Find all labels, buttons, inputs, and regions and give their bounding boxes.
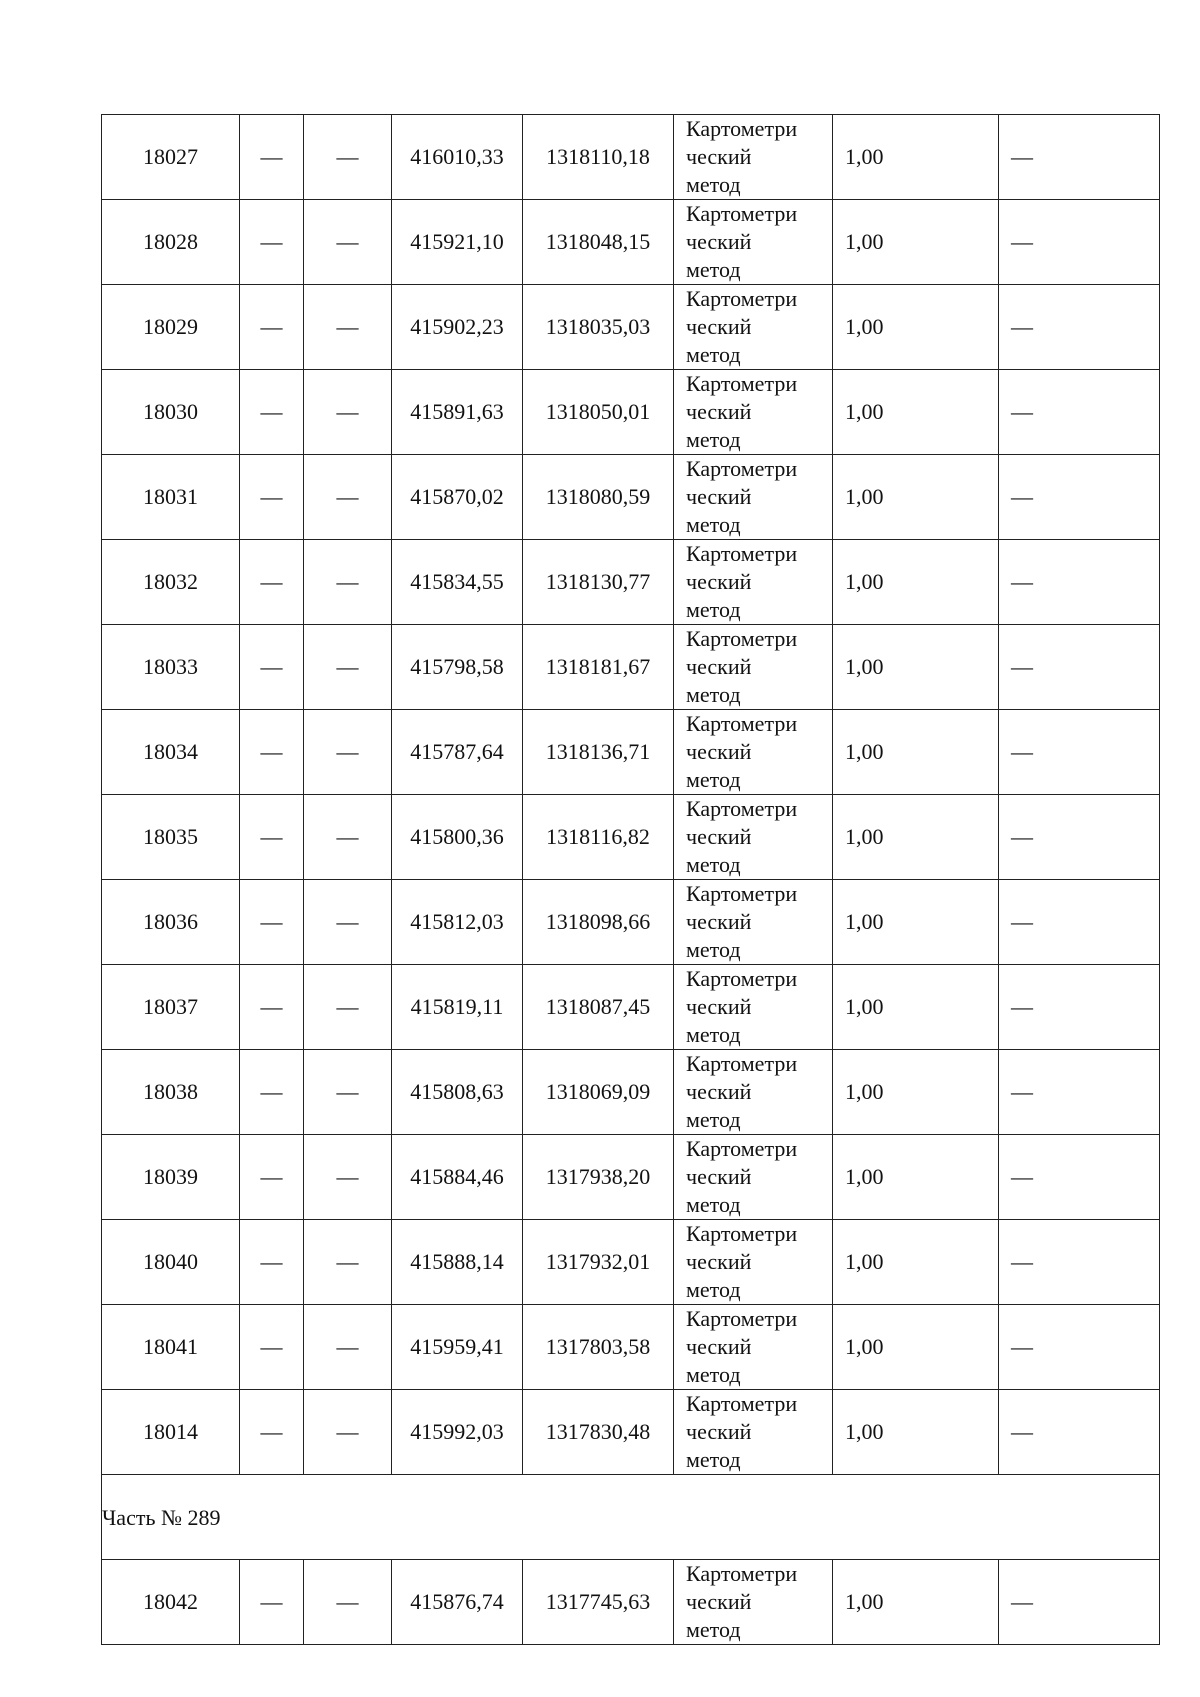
method-cell (674, 200, 833, 285)
point-number-cell: 18038 (102, 1050, 240, 1135)
method-text-line: метод (686, 257, 741, 282)
point-number-cell: 18028 (102, 200, 240, 285)
accuracy-cell: 1,00 (833, 1220, 999, 1305)
description-cell: — (999, 200, 1160, 285)
method-cell (674, 285, 833, 370)
method-text-line: ческий (686, 739, 752, 764)
table-row (102, 625, 1160, 710)
method-text-line: ческий (686, 229, 752, 254)
table-row (102, 1050, 1160, 1135)
point-number-cell: 18041 (102, 1305, 240, 1390)
point-number-cell: 18034 (102, 710, 240, 795)
accuracy-cell: 1,00 (833, 1390, 999, 1475)
method-text-line: Картометри (686, 1561, 798, 1586)
x-coordinate-cell: 415992,03 (392, 1390, 523, 1475)
method-cell (674, 1390, 833, 1475)
method-text-line: Картометри (686, 1051, 798, 1076)
dash-cell: — (240, 880, 304, 965)
method-text-line: метод (686, 597, 741, 622)
method-text-line: ческий (686, 399, 752, 424)
method-cell (674, 1220, 833, 1305)
y-coordinate-cell: 1318098,66 (523, 880, 674, 965)
x-coordinate-cell: 415870,02 (392, 455, 523, 540)
method-cell (674, 115, 833, 200)
method-cell (674, 710, 833, 795)
method-text-line: метод (686, 852, 741, 877)
method-text-line: Картометри (686, 1306, 798, 1331)
x-coordinate-cell: 415888,14 (392, 1220, 523, 1305)
dash-cell: — (240, 710, 304, 795)
method-text-line: ческий (686, 654, 752, 679)
method-text-line: Картометри (686, 1136, 798, 1161)
method-text-line: ческий (686, 909, 752, 934)
dash-cell: — (304, 115, 392, 200)
dash-cell: — (304, 200, 392, 285)
table-row (102, 540, 1160, 625)
x-coordinate-cell: 415884,46 (392, 1135, 523, 1220)
x-coordinate-cell: 415819,11 (392, 965, 523, 1050)
x-coordinate-cell: 415812,03 (392, 880, 523, 965)
point-number-cell: 18031 (102, 455, 240, 540)
table-row (102, 285, 1160, 370)
method-cell (674, 1135, 833, 1220)
method-text-line: метод (686, 1617, 741, 1642)
method-text-line: ческий (686, 824, 752, 849)
y-coordinate-cell: 1318116,82 (523, 795, 674, 880)
y-coordinate-cell: 1318130,77 (523, 540, 674, 625)
table-body-bottom (102, 1560, 1160, 1645)
accuracy-cell: 1,00 (833, 625, 999, 710)
description-cell: — (999, 625, 1160, 710)
dash-cell: — (240, 795, 304, 880)
method-text-line: Картометри (686, 541, 798, 566)
dash-cell: — (304, 710, 392, 795)
dash-cell: — (240, 625, 304, 710)
method-cell (674, 455, 833, 540)
method-text-line: метод (686, 767, 741, 792)
method-text-line: ческий (686, 1164, 752, 1189)
method-text-line: Картометри (686, 796, 798, 821)
dash-cell: — (240, 455, 304, 540)
dash-cell: — (304, 285, 392, 370)
dash-cell: — (304, 1135, 392, 1220)
method-text-line: Картометри (686, 1221, 798, 1246)
part-section (102, 1475, 1160, 1560)
coordinates-table (101, 114, 1160, 1645)
description-cell: — (999, 370, 1160, 455)
accuracy-cell: 1,00 (833, 370, 999, 455)
method-text-line: метод (686, 512, 741, 537)
method-text-line: ческий (686, 1334, 752, 1359)
point-number-cell: 18027 (102, 115, 240, 200)
method-text-line: Картометри (686, 286, 798, 311)
dash-cell: — (304, 370, 392, 455)
part-header-row (102, 1475, 1160, 1560)
dash-cell: — (304, 965, 392, 1050)
y-coordinate-cell: 1318048,15 (523, 200, 674, 285)
dash-cell: — (240, 1560, 304, 1645)
method-text-line: ческий (686, 484, 752, 509)
point-number-cell: 18036 (102, 880, 240, 965)
method-text-line: Картометри (686, 966, 798, 991)
description-cell: — (999, 1390, 1160, 1475)
part-label: Часть № 289 (102, 1475, 1160, 1560)
method-cell (674, 1050, 833, 1135)
accuracy-cell: 1,00 (833, 540, 999, 625)
y-coordinate-cell: 1318181,67 (523, 625, 674, 710)
method-text-line: метод (686, 427, 741, 452)
description-cell: — (999, 795, 1160, 880)
accuracy-cell: 1,00 (833, 1050, 999, 1135)
point-number-cell: 18042 (102, 1560, 240, 1645)
y-coordinate-cell: 1317830,48 (523, 1390, 674, 1475)
method-text-line: Картометри (686, 201, 798, 226)
y-coordinate-cell: 1317932,01 (523, 1220, 674, 1305)
method-text-line: ческий (686, 1419, 752, 1444)
dash-cell: — (304, 1220, 392, 1305)
method-text-line: Картометри (686, 881, 798, 906)
table-row (102, 1390, 1160, 1475)
x-coordinate-cell: 416010,33 (392, 115, 523, 200)
accuracy-cell: 1,00 (833, 200, 999, 285)
y-coordinate-cell: 1318069,09 (523, 1050, 674, 1135)
dash-cell: — (304, 1305, 392, 1390)
point-number-cell: 18032 (102, 540, 240, 625)
method-text-line: Картометри (686, 456, 798, 481)
y-coordinate-cell: 1318080,59 (523, 455, 674, 540)
dash-cell: — (240, 1305, 304, 1390)
x-coordinate-cell: 415876,74 (392, 1560, 523, 1645)
method-text-line: ческий (686, 569, 752, 594)
method-text-line: Картометри (686, 1391, 798, 1416)
table-row (102, 115, 1160, 200)
accuracy-cell: 1,00 (833, 710, 999, 795)
x-coordinate-cell: 415798,58 (392, 625, 523, 710)
method-cell (674, 370, 833, 455)
description-cell: — (999, 880, 1160, 965)
dash-cell: — (304, 1390, 392, 1475)
method-cell (674, 795, 833, 880)
table-row (102, 455, 1160, 540)
dash-cell: — (304, 880, 392, 965)
table-row (102, 1560, 1160, 1645)
y-coordinate-cell: 1318050,01 (523, 370, 674, 455)
point-number-cell: 18033 (102, 625, 240, 710)
method-cell (674, 1305, 833, 1390)
y-coordinate-cell: 1318110,18 (523, 115, 674, 200)
dash-cell: — (304, 625, 392, 710)
point-number-cell: 18035 (102, 795, 240, 880)
point-number-cell: 18014 (102, 1390, 240, 1475)
table-row (102, 200, 1160, 285)
description-cell: — (999, 1305, 1160, 1390)
description-cell: — (999, 285, 1160, 370)
y-coordinate-cell: 1317803,58 (523, 1305, 674, 1390)
x-coordinate-cell: 415902,23 (392, 285, 523, 370)
dash-cell: — (240, 370, 304, 455)
method-cell (674, 625, 833, 710)
description-cell: — (999, 115, 1160, 200)
x-coordinate-cell: 415787,64 (392, 710, 523, 795)
y-coordinate-cell: 1318087,45 (523, 965, 674, 1050)
dash-cell: — (240, 200, 304, 285)
dash-cell: — (240, 540, 304, 625)
dash-cell: — (240, 965, 304, 1050)
dash-cell: — (240, 1135, 304, 1220)
method-text-line: метод (686, 172, 741, 197)
accuracy-cell: 1,00 (833, 285, 999, 370)
description-cell: — (999, 1560, 1160, 1645)
x-coordinate-cell: 415921,10 (392, 200, 523, 285)
method-text-line: метод (686, 1107, 741, 1132)
dash-cell: — (304, 455, 392, 540)
method-text-line: Картометри (686, 711, 798, 736)
table-row (102, 370, 1160, 455)
y-coordinate-cell: 1317745,63 (523, 1560, 674, 1645)
table-row (102, 965, 1160, 1050)
accuracy-cell: 1,00 (833, 1560, 999, 1645)
y-coordinate-cell: 1318035,03 (523, 285, 674, 370)
method-text-line: метод (686, 1277, 741, 1302)
description-cell: — (999, 710, 1160, 795)
dash-cell: — (240, 1050, 304, 1135)
x-coordinate-cell: 415834,55 (392, 540, 523, 625)
method-cell (674, 540, 833, 625)
method-text-line: метод (686, 1022, 741, 1047)
method-text-line: ческий (686, 1589, 752, 1614)
method-text-line: ческий (686, 1079, 752, 1104)
description-cell: — (999, 965, 1160, 1050)
dash-cell: — (304, 1050, 392, 1135)
method-text-line: метод (686, 682, 741, 707)
method-text-line: ческий (686, 314, 752, 339)
description-cell: — (999, 455, 1160, 540)
method-cell (674, 880, 833, 965)
method-text-line: метод (686, 1362, 741, 1387)
method-cell (674, 965, 833, 1050)
y-coordinate-cell: 1318136,71 (523, 710, 674, 795)
method-cell (674, 1560, 833, 1645)
table-row (102, 710, 1160, 795)
dash-cell: — (304, 540, 392, 625)
dash-cell: — (304, 795, 392, 880)
method-text-line: метод (686, 1192, 741, 1217)
dash-cell: — (240, 1220, 304, 1305)
dash-cell: — (240, 285, 304, 370)
x-coordinate-cell: 415800,36 (392, 795, 523, 880)
dash-cell: — (240, 1390, 304, 1475)
method-text-line: Картометри (686, 116, 798, 141)
point-number-cell: 18039 (102, 1135, 240, 1220)
x-coordinate-cell: 415891,63 (392, 370, 523, 455)
y-coordinate-cell: 1317938,20 (523, 1135, 674, 1220)
x-coordinate-cell: 415808,63 (392, 1050, 523, 1135)
point-number-cell: 18040 (102, 1220, 240, 1305)
accuracy-cell: 1,00 (833, 115, 999, 200)
point-number-cell: 18037 (102, 965, 240, 1050)
method-text-line: ческий (686, 144, 752, 169)
method-text-line: метод (686, 937, 741, 962)
x-coordinate-cell: 415959,41 (392, 1305, 523, 1390)
table-row (102, 1135, 1160, 1220)
description-cell: — (999, 540, 1160, 625)
table-row (102, 880, 1160, 965)
description-cell: — (999, 1135, 1160, 1220)
table-row (102, 1220, 1160, 1305)
accuracy-cell: 1,00 (833, 455, 999, 540)
accuracy-cell: 1,00 (833, 880, 999, 965)
method-text-line: Картометри (686, 371, 798, 396)
description-cell: — (999, 1050, 1160, 1135)
accuracy-cell: 1,00 (833, 965, 999, 1050)
dash-cell: — (304, 1560, 392, 1645)
method-text-line: ческий (686, 1249, 752, 1274)
method-text-line: ческий (686, 994, 752, 1019)
dash-cell: — (240, 115, 304, 200)
accuracy-cell: 1,00 (833, 1305, 999, 1390)
table-row (102, 795, 1160, 880)
table-body-top (102, 115, 1160, 1475)
description-cell: — (999, 1220, 1160, 1305)
method-text-line: Картометри (686, 626, 798, 651)
method-text-line: метод (686, 1447, 741, 1472)
accuracy-cell: 1,00 (833, 795, 999, 880)
accuracy-cell: 1,00 (833, 1135, 999, 1220)
point-number-cell: 18029 (102, 285, 240, 370)
table-row (102, 1305, 1160, 1390)
point-number-cell: 18030 (102, 370, 240, 455)
method-text-line: метод (686, 342, 741, 367)
